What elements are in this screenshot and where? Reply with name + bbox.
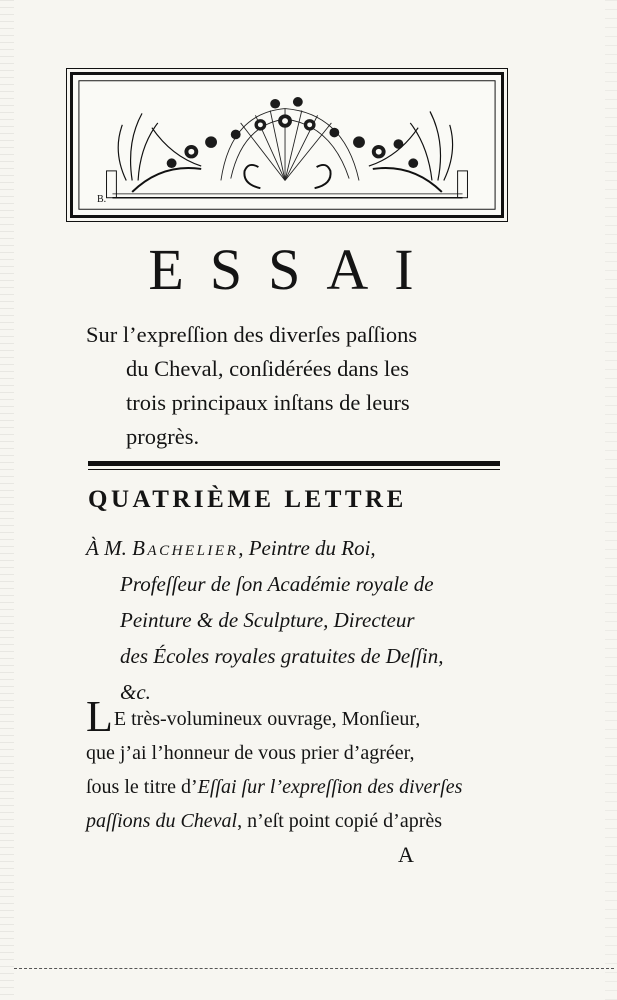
dedication-prefix: À M. — [86, 536, 133, 560]
page-bottom-edge — [14, 968, 614, 969]
body-line — [86, 804, 506, 838]
dedication — [86, 530, 511, 710]
dedication-line: &c. — [120, 680, 151, 704]
body-line: que j’ai l’honneur de vous prier d’agréer, — [86, 742, 415, 764]
subtitle — [86, 318, 516, 454]
drop-cap: L — [86, 692, 113, 741]
subtitle-line: trois principaux inſtans de leurs — [126, 390, 410, 415]
signature-mark: A — [398, 842, 414, 867]
body-line — [86, 770, 506, 804]
subtitle-line: Sur l’expreſſion des diverſes paſſions — [86, 322, 418, 347]
dedication-line: Peinture & de Sculpture, Directeur — [120, 608, 415, 632]
body-line-text: E très-volumineux ouvrage, Monſieur, — [113, 708, 421, 730]
floral-headpiece-icon — [73, 75, 501, 215]
book-title-italic: Eſſai ſur l’expreſſion des diverſes — [197, 776, 463, 798]
engraver-mark: B. — [97, 194, 107, 205]
body-line-text: , n’eſt point copié d’après — [237, 810, 443, 832]
dedication-line: Profeſſeur de ſon Académie royale de — [120, 572, 434, 596]
dedication-first-line — [86, 530, 511, 566]
right-gutter-shadow — [605, 0, 617, 1000]
thick-rule-divider — [88, 461, 500, 466]
dedicatee-name: Bachelier — [132, 536, 239, 560]
subtitle-line: du Cheval, conſidérées dans les — [126, 356, 410, 381]
thin-rule-divider — [88, 469, 500, 470]
ornamental-headpiece — [70, 72, 504, 218]
body-line-text: ſous le titre d’ — [86, 776, 198, 798]
left-gutter-shadow — [0, 0, 14, 1000]
body-line — [86, 692, 506, 741]
dedication-line: des Écoles royales gratuites de Deſſin, — [120, 644, 444, 668]
letter-heading: QUATRIÈME LETTRE — [88, 486, 407, 513]
dedication-line1-rest: , Peintre du Roi, — [238, 536, 376, 560]
subtitle-line: progrès. — [126, 424, 200, 449]
book-title-italic: paſſions du Cheval — [86, 810, 238, 832]
page-title: ESSAI — [148, 237, 440, 302]
body-paragraph — [86, 692, 506, 838]
